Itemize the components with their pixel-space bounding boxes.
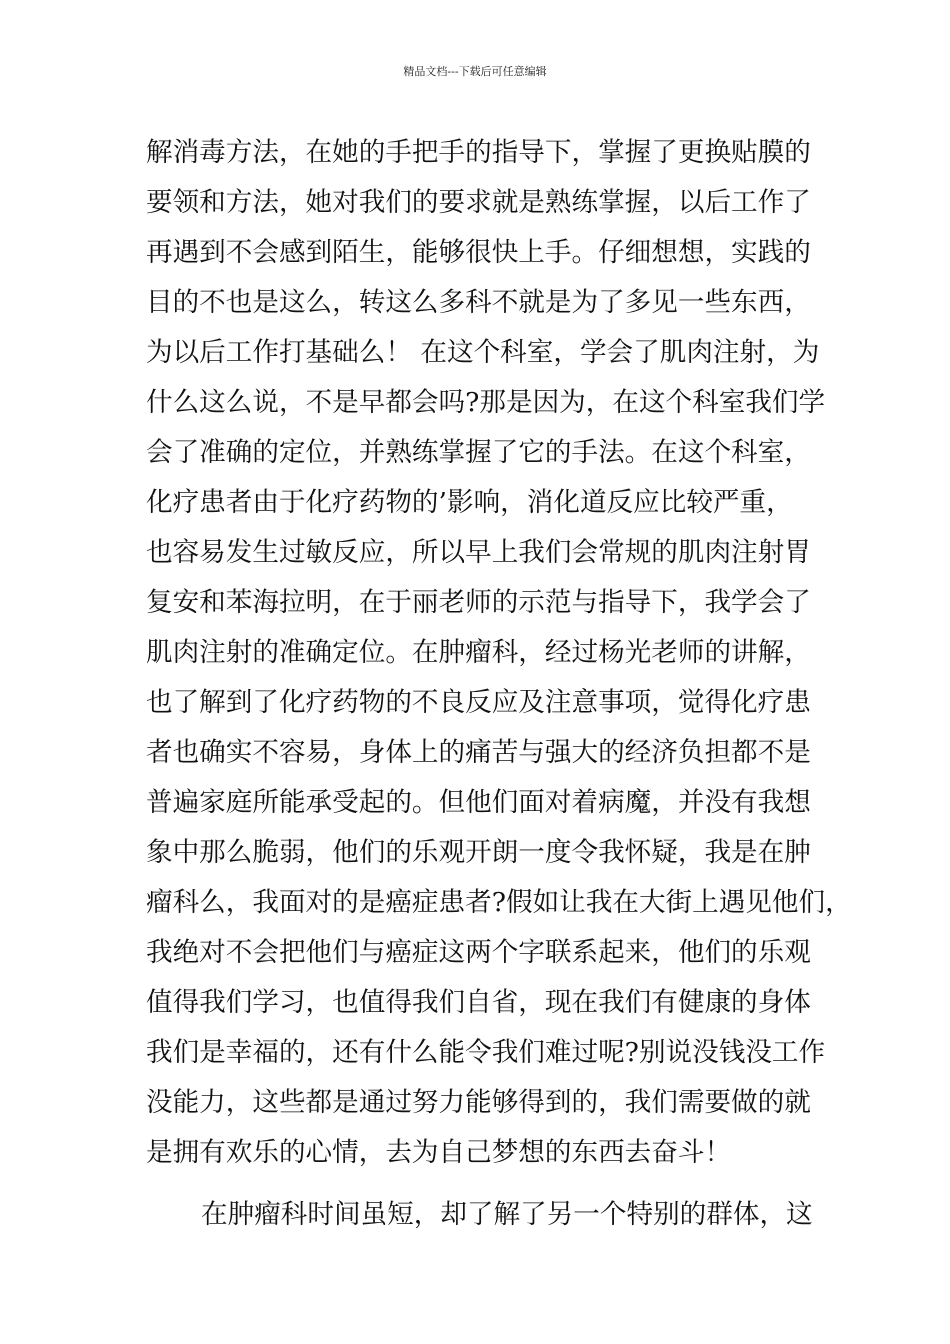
paragraph-spacer <box>146 1178 826 1190</box>
text-line: 普遍家庭所能承受起的。但他们面对着病魔，并没有我想 <box>146 787 811 818</box>
text-line: 也容易发生过敏反应，所以早上我们会常规的肌肉注射胃 <box>146 537 811 568</box>
text-line: 会了准确的定位，并熟练掌握了它的手法。在这个科室， <box>146 437 811 468</box>
text-line: 解消毒方法，在她的手把手的指导下，掌握了更换贴膜的 <box>146 137 811 168</box>
text-line: 复安和苯海拉明，在于丽老师的示范与指导下，我学会了 <box>146 587 811 618</box>
text-line: 再遇到不会感到陌生，能够很快上手。仔细想想，实践的 <box>146 237 811 268</box>
text-line: 我绝对不会把他们与癌症这两个字联系起来，他们的乐观 <box>146 937 811 968</box>
paragraph-1 <box>146 128 852 1178</box>
text-line: 也了解到了化疗药物的不良反应及注意事项，觉得化疗患 <box>146 687 811 718</box>
document-body <box>146 128 852 1240</box>
text-line: 在肿瘤科时间虽短，却了解了另一个特别的群体，这 <box>201 1199 813 1230</box>
text-line: 值得我们学习，也值得我们自省，现在我们有健康的身体 <box>146 987 811 1018</box>
page-header: 精品文档---下载后可任意编辑 <box>403 65 547 78</box>
text-line: 我们是幸福的，还有什么能令我们难过呢?别说没钱没工作 <box>146 1037 826 1068</box>
text-line: 是拥有欢乐的心情，去为自己梦想的东西去奋斗！ <box>146 1137 732 1168</box>
text-line: 什么这么说，不是早都会吗?那是因为，在这个科室我们学 <box>146 387 826 418</box>
text-line: 没能力，这些都是通过努力能够得到的，我们需要做的就 <box>146 1087 811 1118</box>
text-line: 瘤科么，我面对的是癌症患者?假如让我在大街上遇见他们， <box>146 887 852 918</box>
text-line: 目的不也是这么，转这么多科不就是为了多见一些东西， <box>146 287 811 318</box>
text-line: 为以后工作打基础么！ 在这个科室，学会了肌肉注射，为 <box>146 337 820 368</box>
text-line: 肌肉注射的准确定位。在肿瘤科，经过杨光老师的讲解， <box>146 637 811 668</box>
text-line: 者也确实不容易，身体上的痛苦与强大的经济负担都不是 <box>146 737 811 768</box>
text-line: 象中那么脆弱，他们的乐观开朗一度令我怀疑，我是在肿 <box>146 837 811 868</box>
text-line: 化疗患者由于化疗药物的’影响，消化道反应比较严重， <box>146 487 793 518</box>
paragraph-2 <box>146 1190 826 1240</box>
text-line: 要领和方法，她对我们的要求就是熟练掌握，以后工作了 <box>146 187 811 218</box>
